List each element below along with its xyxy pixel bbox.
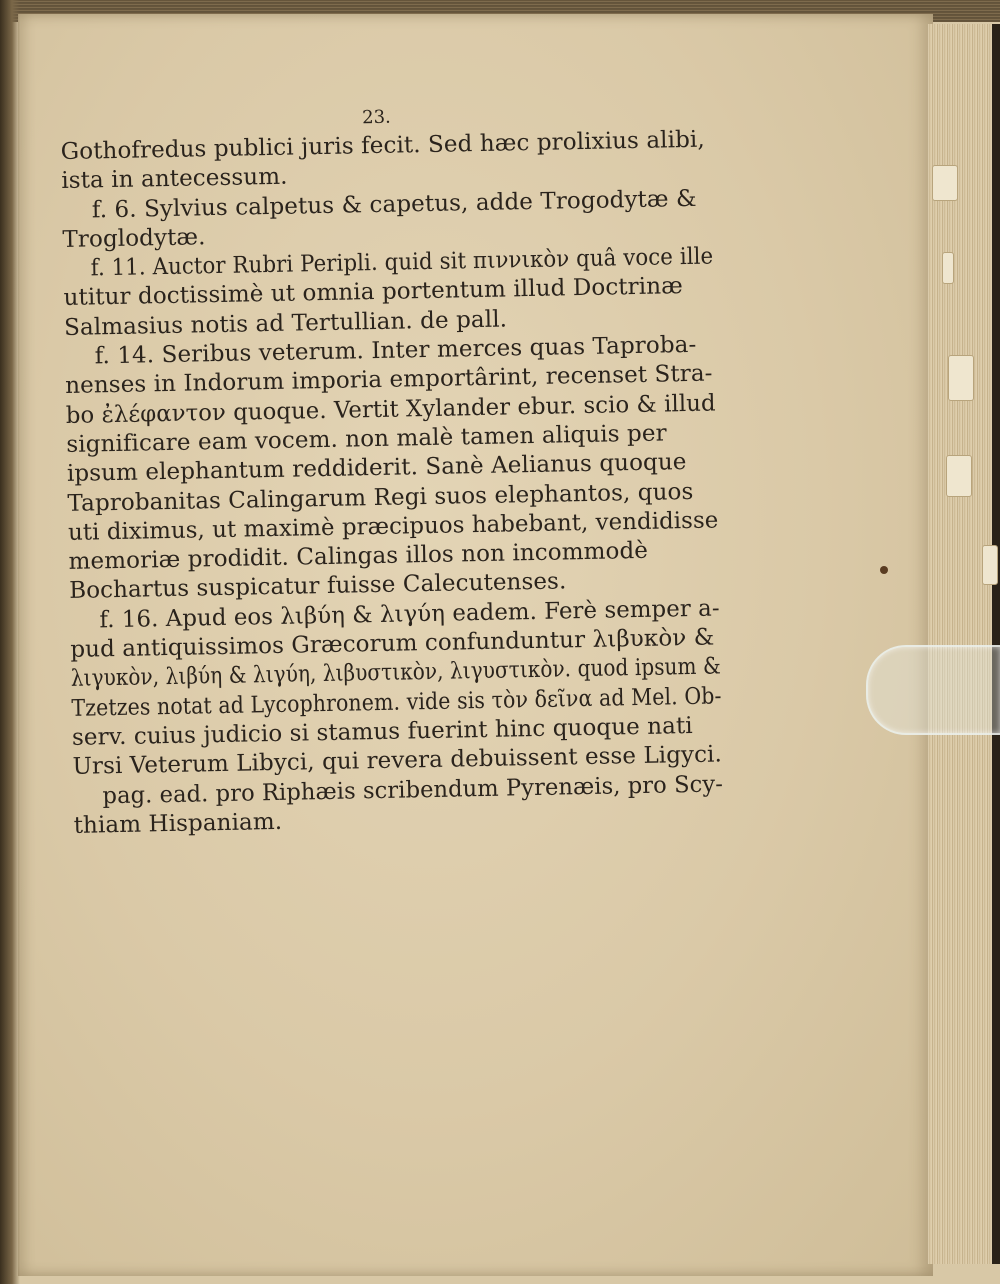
page-tab-1 xyxy=(932,165,958,201)
page-tab-3 xyxy=(948,355,974,401)
text-line: Taprobanitas Calingarum Regi suos elephantos, quos xyxy=(67,478,694,517)
page-clip xyxy=(866,645,1000,735)
text-line: Bochartus suspicatur fuisse Calecutenses. xyxy=(68,568,567,605)
page-tab-4 xyxy=(946,455,972,497)
text-line: f. 14. Seribus veterum. Inter merces quas Taproba- xyxy=(94,331,697,370)
text-line: ista in antecessum. xyxy=(61,163,288,195)
text-line: significare eam vocem. non malè tamen aliquis per xyxy=(66,420,667,458)
text-line: f. 6. Sylvius calpetus & capetus, adde Trogodytæ & xyxy=(91,185,697,223)
page-text xyxy=(60,100,724,841)
text-lines xyxy=(60,126,724,841)
text-line: nenses in Indorum imporia emportârint, recenset Stra- xyxy=(65,360,713,400)
text-line: bo ἐλέφαντον quoque. Vertit Xylander ebur. scio & illud xyxy=(65,390,716,429)
text-line: ipsum elephantum reddiderit. Sanè Aelianus quoque xyxy=(66,449,687,488)
ink-speck xyxy=(880,566,888,574)
text-line: serv. cuius judicio si stamus fuerint hinc quoque nati xyxy=(71,712,694,751)
gutter-shadow xyxy=(0,0,20,1284)
text-line: Gothofredus publici juris fecit. Sed hæc prolixius alibi, xyxy=(60,126,706,165)
page-number: 23. xyxy=(361,106,392,129)
text-line: λιγυκὸν, λιβύη & λιγύη, λιβυστικὸν, λιγυστικὸν. quod ipsum & xyxy=(70,653,722,693)
text-line: Troglodytæ. xyxy=(62,224,206,253)
text-line: Tzetzes notat ad Lycophronem. vide sis τὸν δεῖνα ad Mel. Ob- xyxy=(71,683,722,722)
page-tab-2 xyxy=(942,252,954,284)
text-line: memoriæ prodidit. Calingas illos non incommodè xyxy=(68,537,649,576)
text-line: uti diximus, ut maximè præcipuos habebant, vendidisse xyxy=(67,507,719,546)
text-line: Ursi Veterum Libyci, qui revera debuissent esse Ligyci. xyxy=(72,741,723,781)
text-line: Salmasius notis ad Tertullian. de pall. xyxy=(63,306,508,341)
text-line: pag. ead. pro Riphæis scribendum Pyrenæis, pro Scy- xyxy=(102,770,724,809)
page-edges xyxy=(928,24,1000,1264)
text-line: utitur doctissimè ut omnia portentum illud Doctrinæ xyxy=(63,273,684,312)
text-line: thiam Hispaniam. xyxy=(73,808,283,839)
text-line: f. 16. Apud eos λιβύη & λιγύη eadem. Ferè semper a- xyxy=(99,595,720,634)
text-line: pud antiquissimos Græcorum confunduntur λιβυκὸν & xyxy=(70,624,715,663)
page-tab-5 xyxy=(982,545,998,585)
text-line: f. 11. Auctor Rubri Peripli. quid sit πιννικὸν quâ voce ille xyxy=(90,243,714,282)
